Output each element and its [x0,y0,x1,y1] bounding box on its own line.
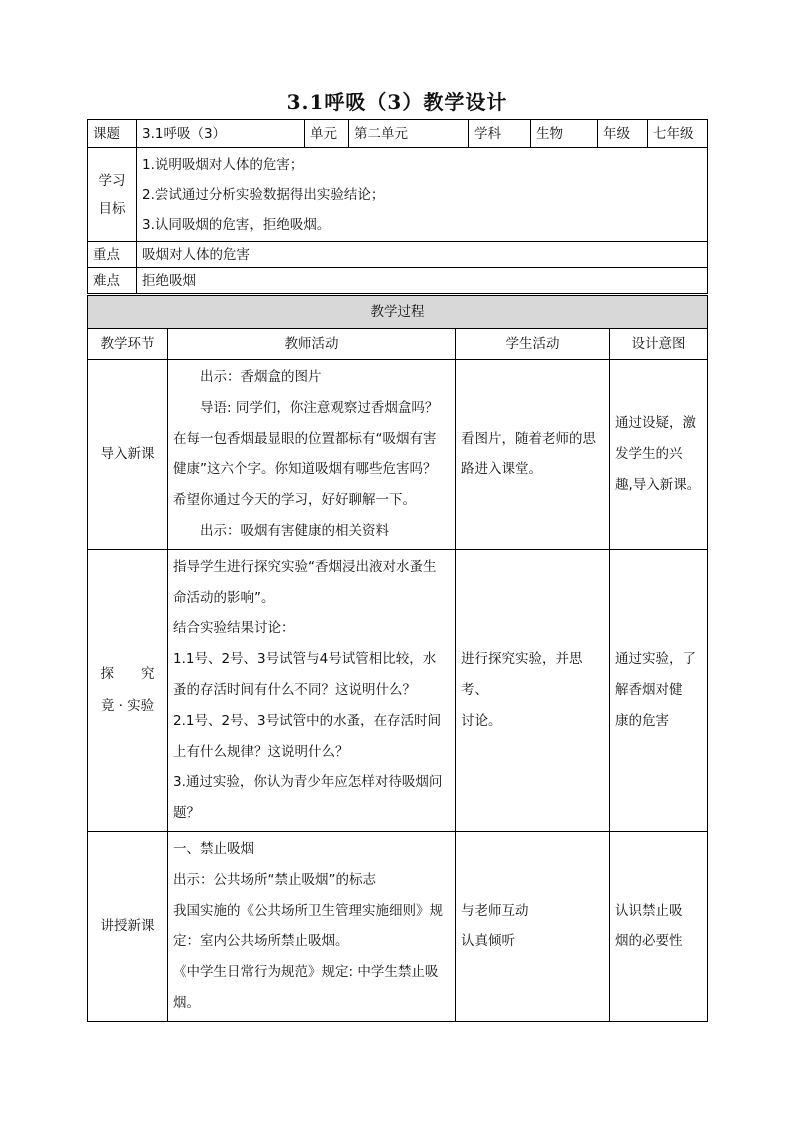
difficulty-value: 拒绝吸烟 [137,268,708,294]
stage-cell: 探 究 竟 · 实验 [88,549,168,831]
topic-label: 课题 [88,120,137,148]
column-header-teacher: 教师活动 [168,329,456,360]
grade-value: 七年级 [648,120,708,148]
subject-value: 生物 [531,120,598,148]
page-title: 3.1呼吸（3）教学设计 [286,90,508,114]
grade-label: 年级 [598,120,648,148]
goal-item: 2.尝试通过分析实验数据得出实验结论； [142,186,385,203]
goal-item: 3.认同吸烟的危害，拒绝吸烟。 [142,216,331,233]
goal-item: 1.说明吸烟对人体的危害； [142,156,304,173]
student-activity-cell: 看图片，随着老师的思 路进入课堂。 [456,360,610,550]
stage-cell: 导入新课 [88,360,168,550]
student-activity-cell: 与老师互动 认真倾听 [456,831,610,1021]
table-row [88,549,708,831]
column-header-stage: 教学环节 [88,329,168,360]
teacher-activity-cell: 指导学生进行探究实验“香烟浸出液对水蚤生 命活动的影响”。 结合实验结果讨论： 1.1号、2号、3号试管与4号试管相比较，水 蚤的存活时间有什么不同？这说明什么？ 2.1号、2号、3号试管中的水蚤，在存活时间 上有什么规律？这说明什么？ 3.通过实验，你认为青少年应怎样对待吸烟问 题？ [168,549,456,831]
student-activity-cell: 进行探究实验，并思考、 讨论。 [456,549,610,831]
table-row [88,360,708,550]
subject-label: 学科 [469,120,531,148]
teacher-activity-cell: 一、禁止吸烟 出示：公共场所“禁止吸烟”的标志 我国实施的《公共场所卫生管理实施细则》规 定：室内公共场所禁止吸烟。 《中学生日常行为规范》规定: 中学生禁止吸 烟。 [168,831,456,1021]
table-row [88,831,708,1021]
course-info-table [87,119,708,294]
unit-label: 单元 [305,120,349,148]
design-intent-cell: 通过实验，了 解香烟对健 康的危害 [610,549,708,831]
column-header-intent: 设计意图 [610,329,708,360]
goals-list [137,148,708,242]
topic-value: 3.1呼吸（3） [137,120,305,148]
teaching-process-table [87,295,708,1022]
key-value: 吸烟对人体的危害 [137,242,708,268]
process-header: 教学过程 [88,296,708,329]
design-intent-cell: 认识禁止吸 烟的必要性 [610,831,708,1021]
goals-label: 学习 目标 [88,148,137,242]
teacher-activity-cell: 出示：香烟盒的图片 导语: 同学们，你注意观察过香烟盒吗？ 在每一包香烟最显眼的位置都标有“吸烟有害 健康”这六个字。你知道吸烟有哪些危害吗？ 希望你通过今天的学习，好好聊解一下。 出示：吸烟有害健康的相关资料 [168,360,456,550]
column-header-student: 学生活动 [456,329,610,360]
key-label: 重点 [88,242,137,268]
design-intent-cell: 通过设疑，激 发学生的兴 趣,导入新课。 [610,360,708,550]
stage-cell: 讲授新课 [88,831,168,1021]
difficulty-label: 难点 [88,268,137,294]
unit-value: 第二单元 [349,120,469,148]
